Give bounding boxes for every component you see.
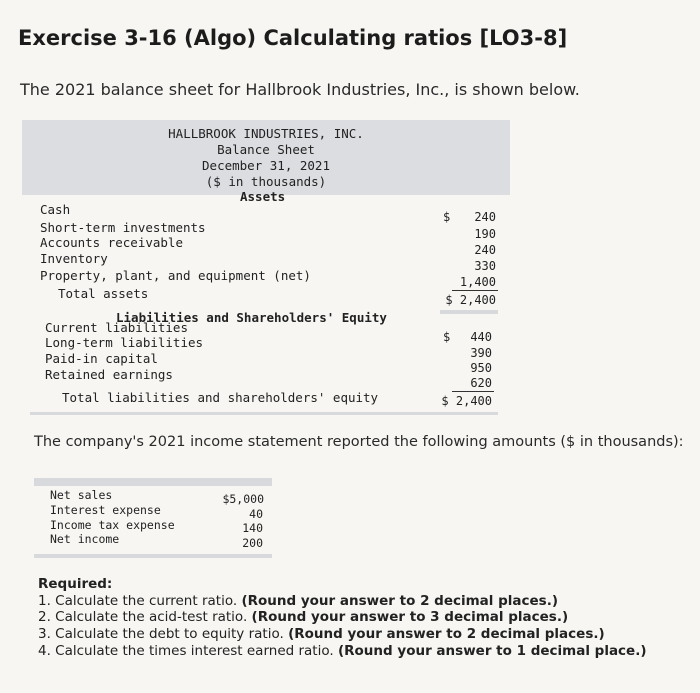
asset-label: Cash [40,202,71,217]
balance-sheet-header [22,120,510,195]
asset-label: Accounts receivable [40,235,183,250]
asset-label: Short-term investments [40,220,206,235]
required-heading: Required: [38,576,113,592]
dollar-sign: $ [443,330,451,344]
income-statement-intro: The company's 2021 income statement reported the following amounts ($ in thousands): [34,434,684,450]
asset-label: Property, plant, and equipment (net) [40,268,311,283]
income-value: 40 [249,507,263,521]
income-label: Net income [50,532,120,546]
total-double-underline [440,310,498,314]
liability-value: 440 [470,330,492,344]
total-assets-label: Total assets [58,286,149,301]
liability-label: Long-term liabilities [45,335,204,350]
total-liabilities-label: Total liabilities and shareholders' equity [62,390,379,405]
required-item [38,609,568,625]
total-liabilities-value: $ 2,400 [441,394,492,408]
income-table-top-band [34,478,272,486]
liability-value: 620 [470,376,492,390]
income-label: Income tax expense [50,518,175,532]
statement-date: December 31, 2021 [202,158,330,173]
required-item-text: 2. Calculate the acid-test ratio. [38,609,248,625]
income-value: $5,000 [222,492,264,506]
asset-value: 1,400 [459,275,496,289]
liabilities-heading: Liabilities and Shareholders' Equity [116,310,387,325]
subtotal-underline [452,290,498,291]
intro-text: The 2021 balance sheet for Hallbrook Industries, Inc., is shown below. [20,80,580,99]
statement-units: ($ in thousands) [205,174,327,189]
subtotal-underline [452,391,494,392]
income-table-bottom-border [34,554,272,558]
required-item-text: 3. Calculate the debt to equity ratio. [38,626,284,642]
required-item [38,626,605,642]
income-label: Net sales [50,488,113,502]
required-item [38,643,647,659]
statement-name: Balance Sheet [217,142,315,157]
required-item-note: (Round your answer to 1 decimal place.) [337,643,647,659]
required-item-note: (Round your answer to 2 decimal places.) [288,626,605,642]
asset-label: Inventory [40,251,108,266]
asset-value: 190 [474,227,496,241]
asset-value: 240 [474,243,496,257]
total-assets-value: $ 2,400 [445,293,496,307]
required-item-text: 4. Calculate the times interest earned ratio. [38,643,334,659]
assets-heading: Assets [240,189,286,204]
liability-value: 950 [470,361,492,375]
required-item [38,593,558,609]
asset-value: 240 [474,210,496,224]
liability-label: Paid-in capital [45,351,158,366]
income-value: 200 [242,536,263,550]
required-item-text: 1. Calculate the current ratio. [38,593,238,609]
asset-value: 330 [474,259,496,273]
exercise-title: Exercise 3-16 (Algo) Calculating ratios [LO3-8] [18,26,568,50]
income-label: Interest expense [50,503,161,517]
table-bottom-border [30,412,498,415]
liability-label: Current liabilities [45,320,188,335]
company-name: HALLBROOK INDUSTRIES, INC. [168,126,364,141]
dollar-sign: $ [443,210,451,224]
liability-label: Retained earnings [45,367,173,382]
required-item-note: (Round your answer to 2 decimal places.) [241,593,559,609]
liability-value: 390 [470,346,492,360]
income-value: 140 [242,521,263,535]
required-item-note: (Round your answer to 3 decimal places.) [251,609,569,625]
